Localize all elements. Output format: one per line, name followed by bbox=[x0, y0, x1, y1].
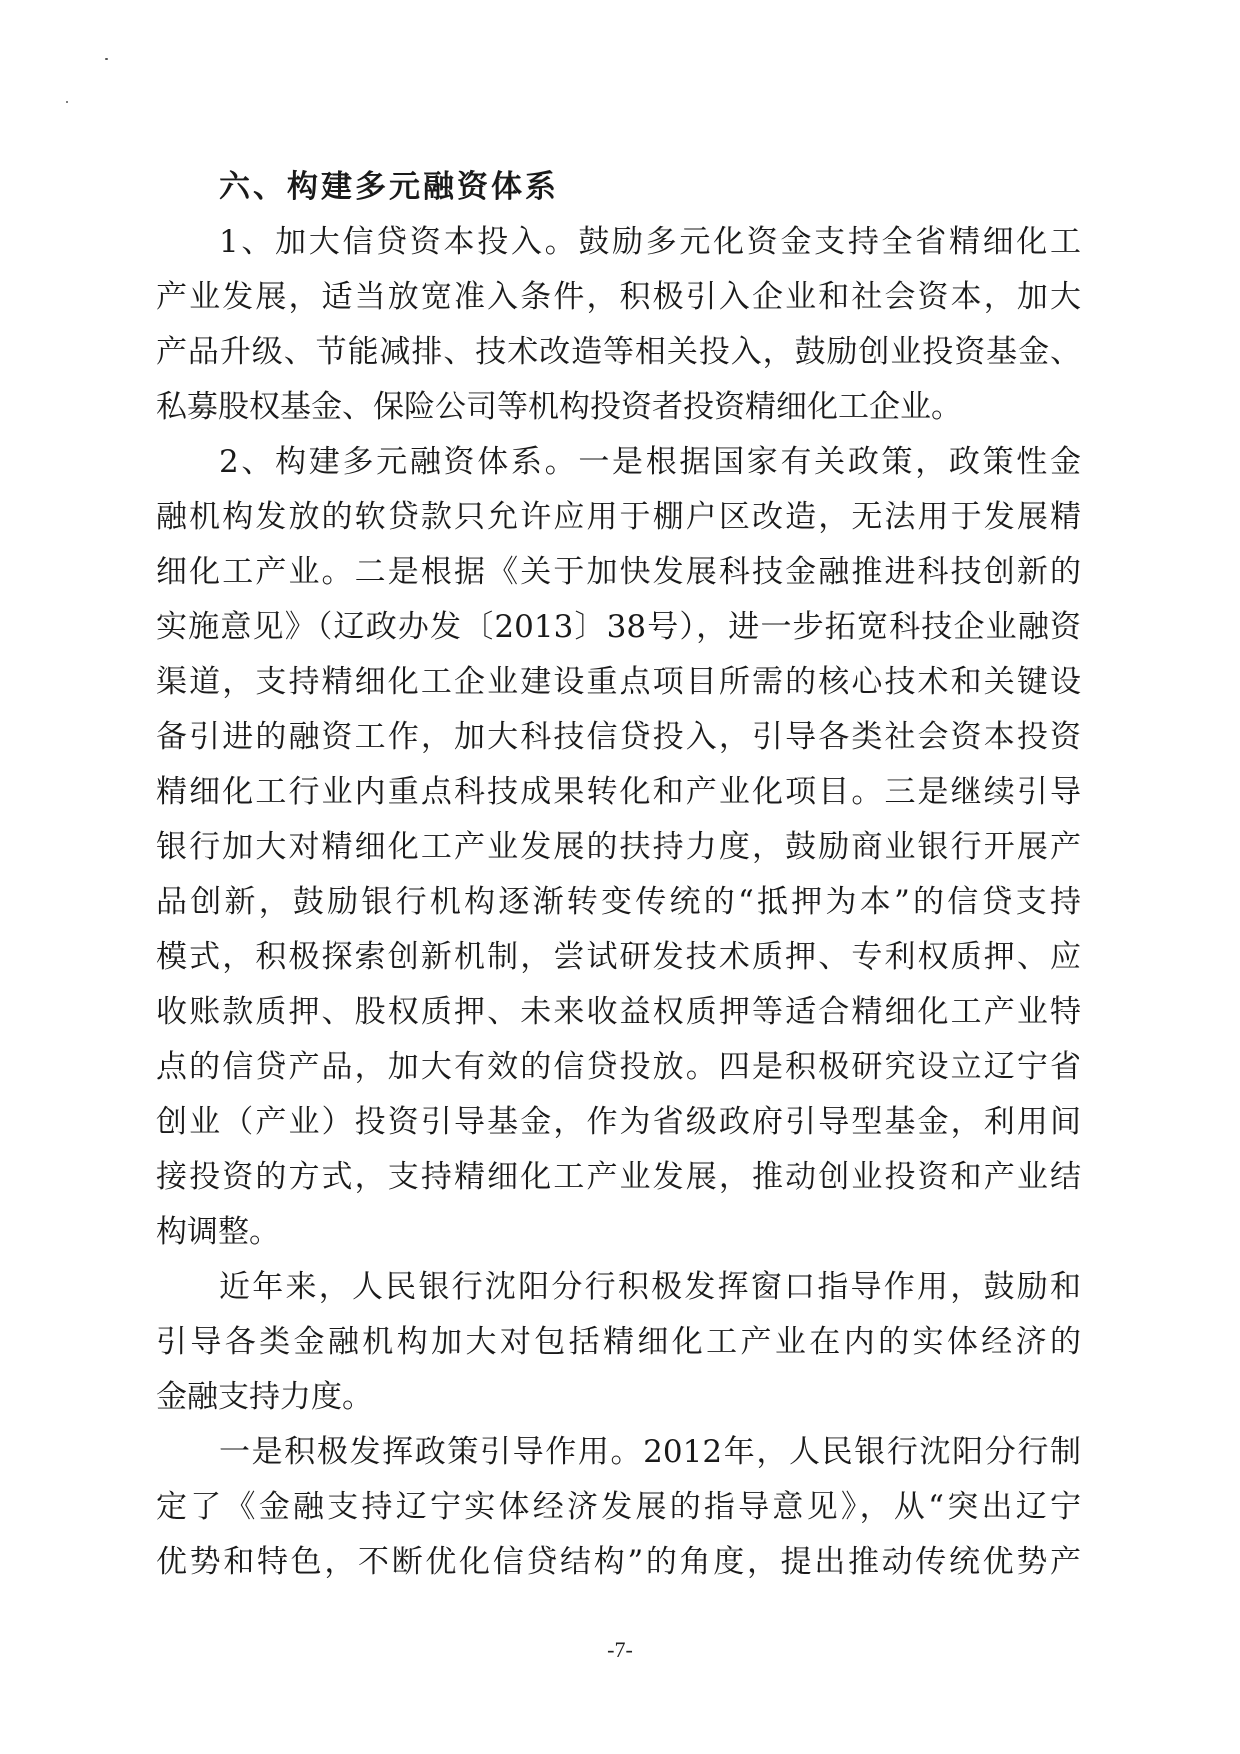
scan-speck-left bbox=[66, 101, 68, 103]
text-line: 品创新，鼓励银行机构逐渐转变传统的“抵押为本”的信贷支持 bbox=[156, 884, 1081, 920]
paragraph-recent-years bbox=[156, 1260, 1081, 1425]
text-line: 1、加大信贷资本投入。鼓励多元化资金支持全省精细化工 bbox=[219, 224, 1081, 260]
text-line: 接投资的方式，支持精细化工产业发展，推动创业投资和产业结 bbox=[156, 1159, 1081, 1195]
text-line: 实施意见》（辽政办发〔2013〕38号），进一步拓宽科技企业融资 bbox=[156, 609, 1081, 645]
text-line: 细化工产业。二是根据《关于加快发展科技金融推进科技创新的 bbox=[156, 554, 1081, 590]
text-line: 私募股权基金、保险公司等机构投资者投资精细化工企业。 bbox=[156, 389, 962, 425]
text-line: 创业（产业）投资引导基金，作为省级政府引导型基金，利用间 bbox=[156, 1104, 1081, 1140]
paragraph-financing-system bbox=[156, 435, 1081, 1260]
text-line: 定了《金融支持辽宁实体经济发展的指导意见》，从“突出辽宁 bbox=[156, 1489, 1081, 1525]
document-page bbox=[156, 160, 1081, 1590]
paragraph-policy-guidance bbox=[156, 1425, 1081, 1590]
text-line: 产品升级、节能减排、技术改造等相关投入，鼓励创业投资基金、 bbox=[156, 334, 1081, 370]
text-line: 点的信贷产品，加大有效的信贷投放。四是积极研究设立辽宁省 bbox=[156, 1049, 1081, 1085]
text-line: 备引进的融资工作，加大科技信贷投入，引导各类社会资本投资 bbox=[156, 719, 1081, 755]
section-heading: 六、构建多元融资体系 bbox=[219, 169, 559, 205]
paragraph-credit-capital bbox=[156, 215, 1081, 435]
text-line: 模式，积极探索创新机制，尝试研发技术质押、专利权质押、应 bbox=[156, 939, 1081, 975]
text-line: 精细化工行业内重点科技成果转化和产业化项目。三是继续引导 bbox=[156, 774, 1081, 810]
text-line: 近年来，人民银行沈阳分行积极发挥窗口指导作用，鼓励和 bbox=[219, 1269, 1081, 1305]
text-line: 引导各类金融机构加大对包括精细化工产业在内的实体经济的 bbox=[156, 1324, 1081, 1360]
text-line: 银行加大对精细化工产业发展的扶持力度，鼓励商业银行开展产 bbox=[156, 829, 1081, 865]
text-line: 融机构发放的软贷款只允许应用于棚户区改造，无法用于发展精 bbox=[156, 499, 1081, 535]
text-line: 2、构建多元融资体系。一是根据国家有关政策，政策性金 bbox=[219, 444, 1081, 480]
scan-speck-top bbox=[105, 58, 108, 60]
text-line: 优势和特色，不断优化信贷结构”的角度，提出推动传统优势产 bbox=[156, 1544, 1081, 1580]
text-line: 产业发展，适当放宽准入条件，积极引入企业和社会资本，加大 bbox=[156, 279, 1081, 315]
text-line: 收账款质押、股权质押、未来收益权质押等适合精细化工产业特 bbox=[156, 994, 1081, 1030]
text-line: 金融支持力度。 bbox=[156, 1379, 373, 1415]
text-line: 构调整。 bbox=[156, 1214, 280, 1250]
page-number: -7- bbox=[607, 1637, 633, 1662]
text-line: 渠道，支持精细化工企业建设重点项目所需的核心技术和关键设 bbox=[156, 664, 1081, 700]
text-line: 一是积极发挥政策引导作用。2012年，人民银行沈阳分行制 bbox=[219, 1434, 1081, 1470]
